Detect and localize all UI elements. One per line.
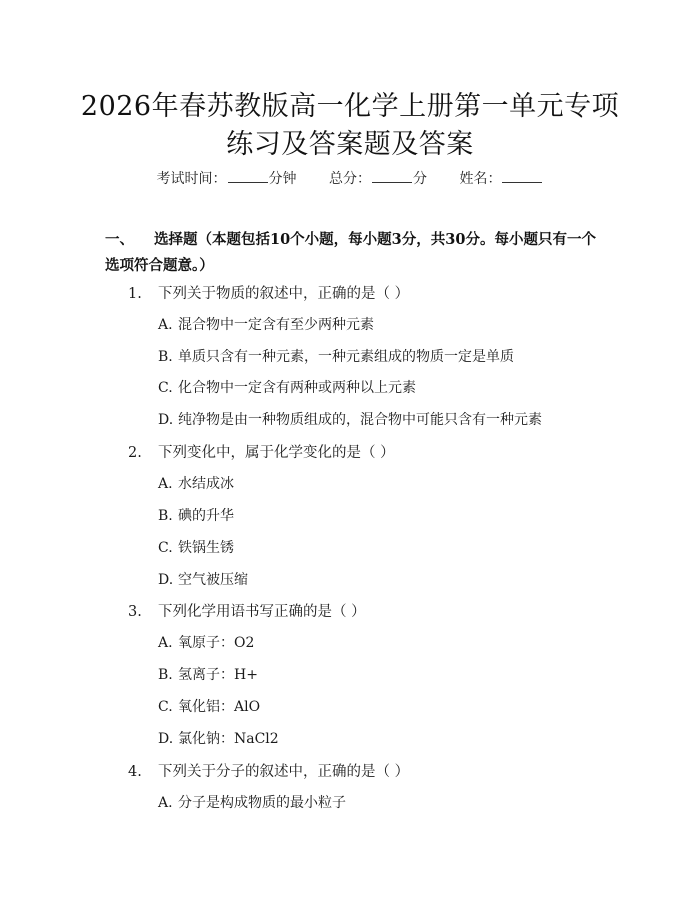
question-stem: [128, 282, 409, 303]
total-score-field: [329, 168, 427, 188]
option-text: 混合物中一定含有至少两种元素: [178, 317, 374, 333]
student-name-field: [459, 168, 543, 188]
student-name-label: 姓名：: [459, 171, 502, 187]
option-text: 氧原子：O2: [178, 635, 255, 651]
option-text: 纯净物是由一种物质组成的，混合物中可能只含有一种元素: [178, 412, 542, 428]
option-text: 水结成冰: [178, 476, 234, 492]
question-text: 下列关于物质的叙述中，正确的是（ ）: [158, 286, 410, 302]
answer-option: [158, 473, 234, 493]
question-number: 2.: [128, 445, 142, 461]
page-title-line-1: 2026年春苏教版高一化学上册第一单元专项: [80, 91, 620, 122]
option-text: 氢离子：H+: [178, 667, 258, 683]
option-letter: D.: [158, 412, 174, 428]
question-number: 3.: [128, 604, 142, 620]
question-stem: [128, 600, 366, 621]
answer-option: [158, 505, 234, 525]
question-text: 下列关于分子的叙述中，正确的是（ ）: [158, 764, 410, 780]
answer-option: [158, 569, 248, 589]
answer-option: [158, 792, 346, 812]
option-text: 空气被压缩: [178, 572, 248, 588]
option-letter: C.: [158, 540, 173, 556]
option-letter: B.: [158, 508, 173, 524]
answer-option: [158, 409, 542, 429]
option-letter: A.: [158, 476, 173, 492]
student-name-blank: [502, 170, 542, 183]
option-letter: D.: [158, 572, 174, 588]
section-heading: [105, 227, 603, 279]
answer-option: [158, 632, 254, 652]
answer-option: [158, 377, 416, 397]
option-letter: D.: [158, 731, 174, 747]
option-letter: C.: [158, 380, 173, 396]
option-text: 单质只含有一种元素，一种元素组成的物质一定是单质: [178, 349, 514, 365]
option-letter: A.: [158, 795, 173, 811]
question-text: 下列化学用语书写正确的是（ ）: [158, 604, 366, 620]
answer-option: [158, 696, 260, 716]
option-letter: C.: [158, 699, 173, 715]
option-letter: B.: [158, 667, 173, 683]
exam-time-label: 考试时间：: [156, 171, 227, 187]
option-text: 分子是构成物质的最小粒子: [178, 795, 346, 811]
question-stem: [128, 760, 409, 781]
question-stem: [128, 441, 395, 462]
answer-option: [158, 314, 374, 334]
question-number: 1.: [128, 286, 142, 302]
option-letter: B.: [158, 349, 173, 365]
section-instructions: 选择题（本题包括10个小题，每小题3分，共30分。每小题只有一个选项符合题意。）: [105, 231, 596, 274]
question-number: 4.: [128, 764, 142, 780]
option-text: 铁锅生锈: [178, 540, 234, 556]
answer-option: [158, 664, 258, 684]
option-letter: A.: [158, 635, 173, 651]
question-text: 下列变化中，属于化学变化的是（ ）: [158, 445, 395, 461]
exam-info-row: [0, 168, 700, 188]
exam-time-field: [157, 168, 297, 188]
total-score-label: 总分：: [329, 171, 371, 187]
answer-option: [158, 537, 234, 557]
exam-time-blank: [228, 170, 268, 183]
section-number: 一、: [105, 231, 134, 248]
answer-option: [158, 728, 279, 748]
option-text: 化合物中一定含有两种或两种以上元素: [178, 380, 416, 396]
option-text: 碘的升华: [178, 508, 234, 524]
answer-option: [158, 346, 514, 366]
page-title-line-2: 练习及答案题及答案: [226, 129, 474, 160]
exam-time-unit: 分钟: [268, 171, 297, 187]
total-score-blank: [372, 170, 412, 183]
option-text: 氯化钠：NaCl2: [178, 731, 279, 747]
option-text: 氧化铝：AlO: [178, 699, 261, 715]
total-score-unit: 分: [413, 171, 427, 187]
option-letter: A.: [158, 317, 173, 333]
